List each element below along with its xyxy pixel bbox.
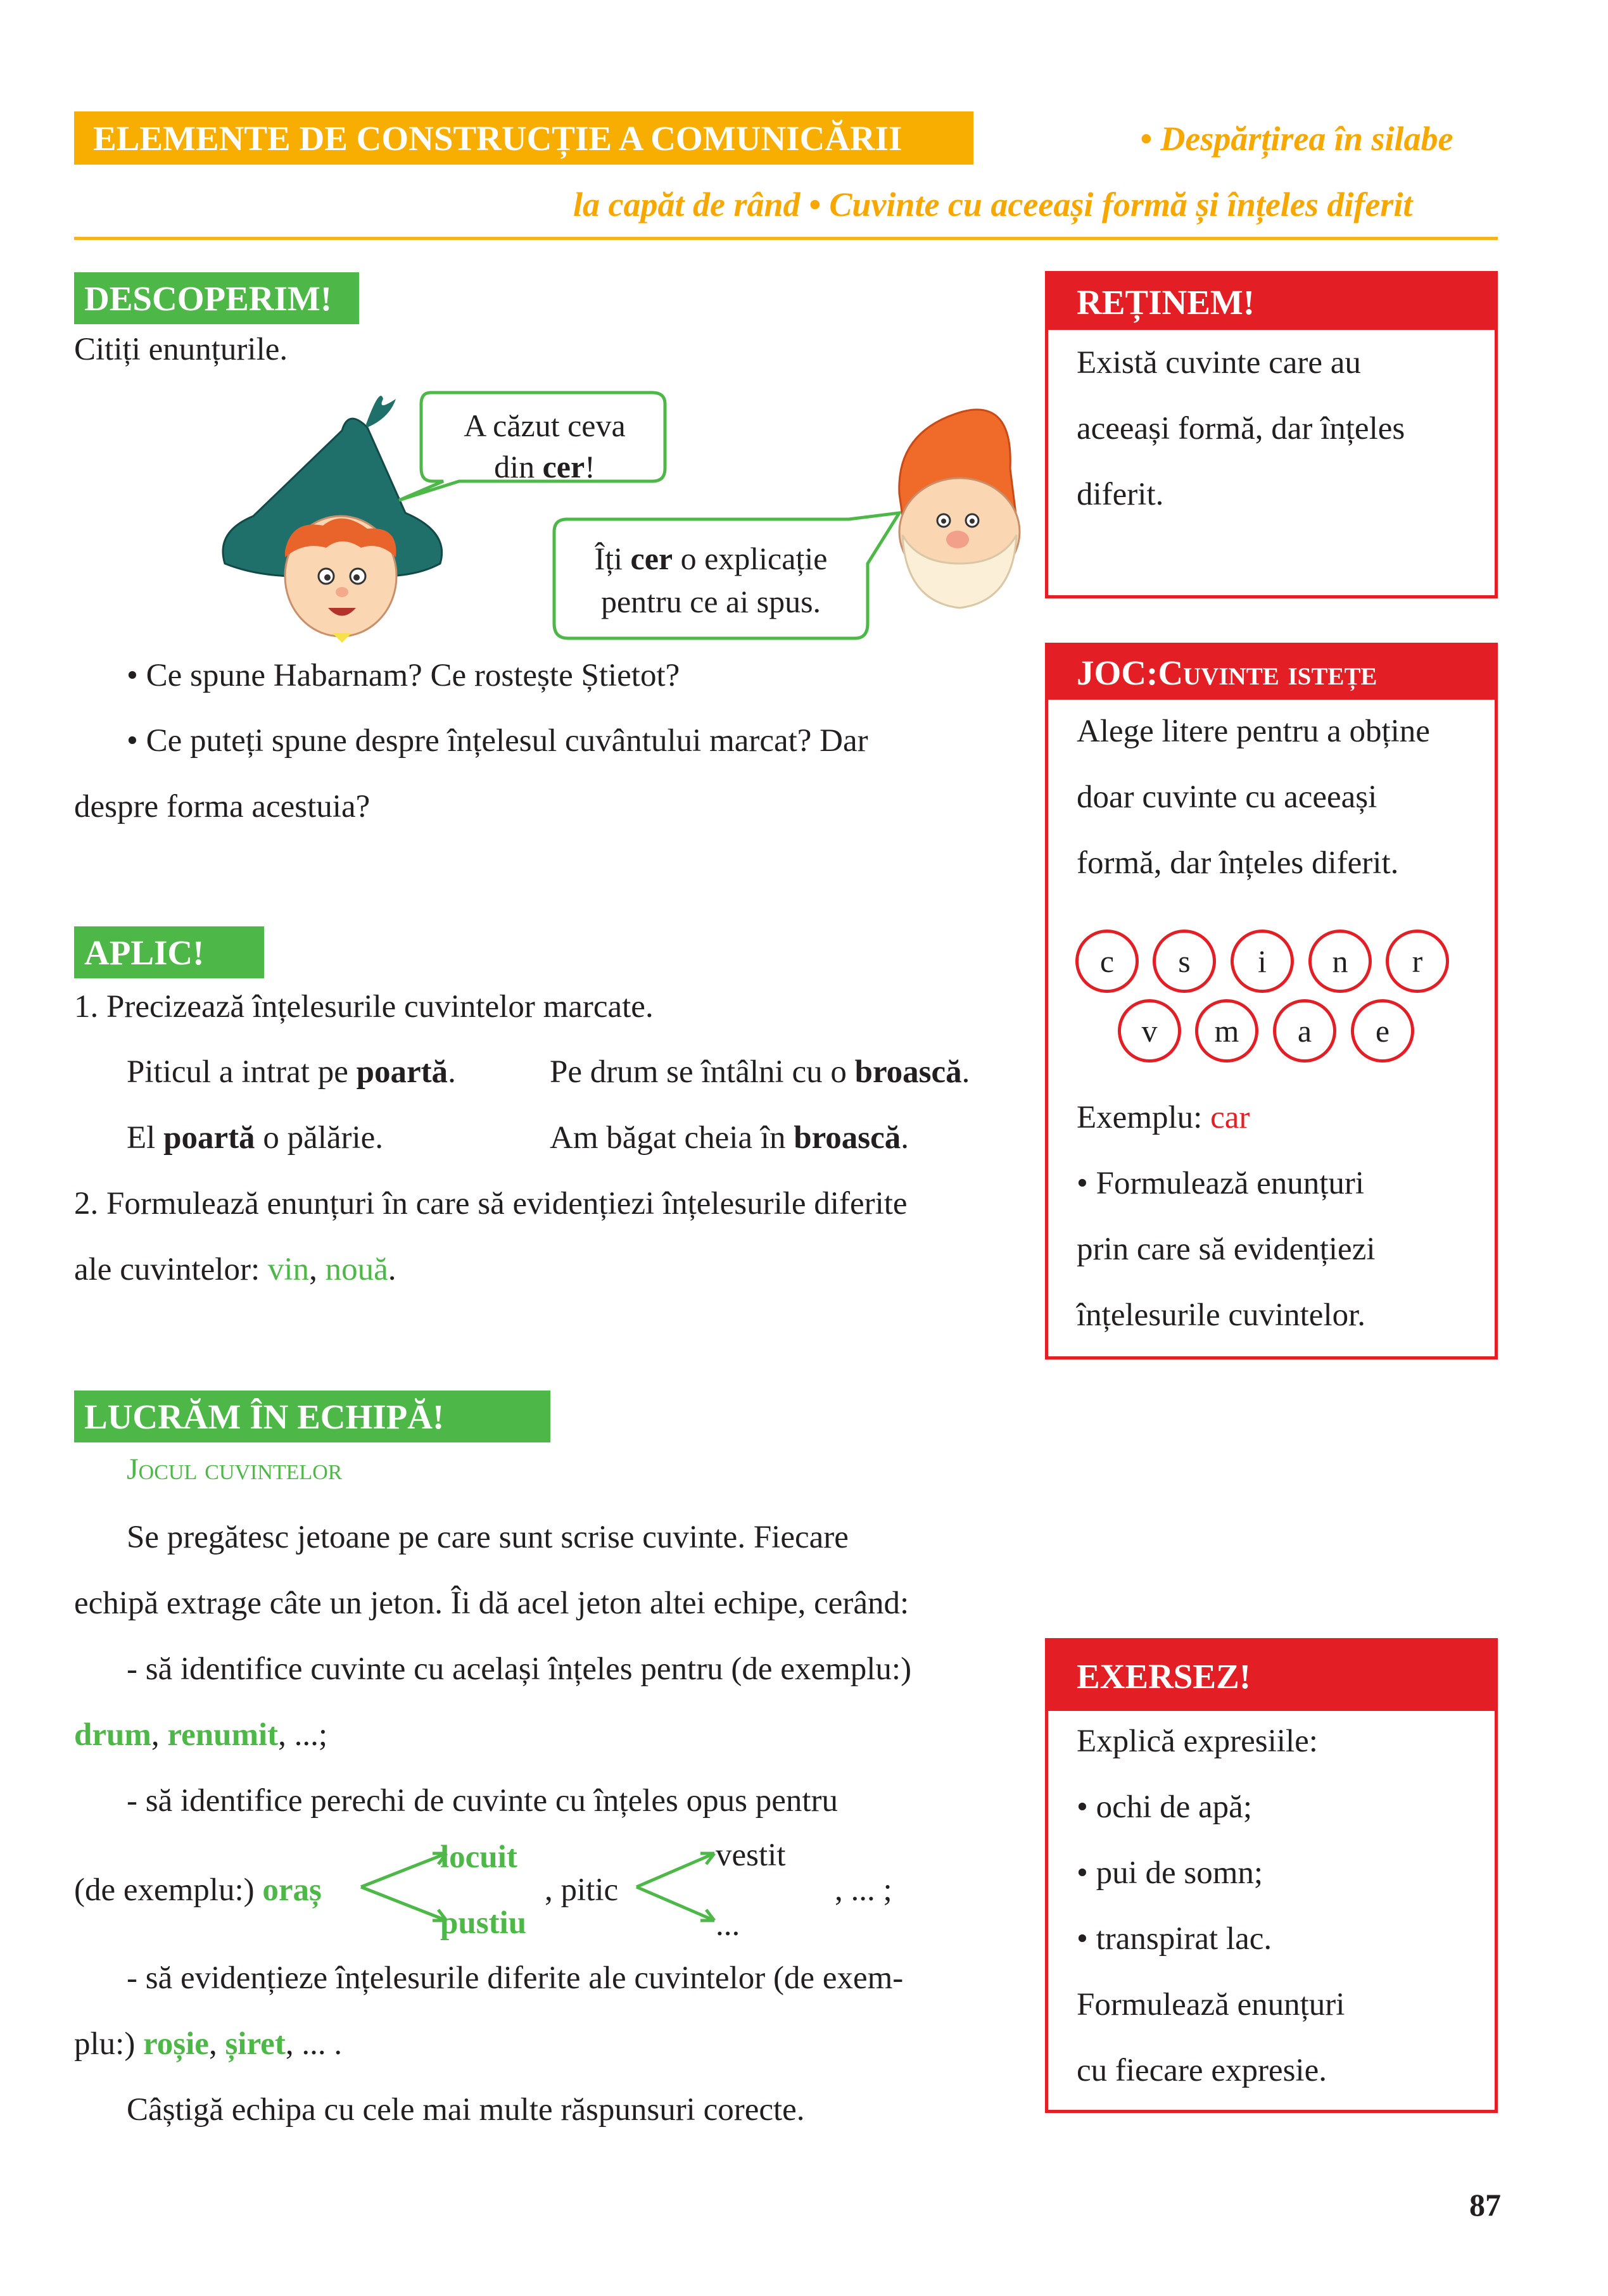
joc-task-3: înțelesurile cuvintelor. bbox=[1077, 1297, 1366, 1333]
exersez-line-3: • pui de somn; bbox=[1077, 1855, 1263, 1891]
letter-circle[interactable]: m bbox=[1195, 999, 1258, 1063]
aplic-sentence-2: Pe drum se întâlni cu o broască. bbox=[550, 1054, 970, 1090]
topic-line-1: • Despărțirea în silabe bbox=[1140, 120, 1453, 158]
rule-1-line1: - să identifice cuvinte cu același înțeles pentru (de exemplu:) bbox=[127, 1651, 912, 1687]
exersez-line-4: • transpirat lac. bbox=[1077, 1921, 1272, 1957]
joc-label: JOC: Cuvinte istețe bbox=[1048, 646, 1495, 700]
rule-2-word1-bottom: pustiu bbox=[440, 1905, 527, 1941]
letter-circle[interactable]: a bbox=[1273, 999, 1336, 1063]
exersez-line-1: Explică expresiile: bbox=[1077, 1724, 1318, 1759]
joc-line-1: Alege litere pentru a obține bbox=[1077, 714, 1430, 749]
rule-2-mid: , pitic bbox=[545, 1872, 619, 1908]
closing-line: Câștigă echipa cu cele mai multe răspunsuri corecte. bbox=[127, 2092, 805, 2128]
retinem-box bbox=[1045, 271, 1498, 598]
retinem-line-1: Există cuvinte care au bbox=[1077, 345, 1361, 381]
bubble1-line2: din cer! bbox=[494, 449, 595, 484]
letter-circle[interactable]: e bbox=[1351, 999, 1414, 1063]
bubble2-line1: Îți cer o explicație bbox=[594, 541, 828, 576]
rule-3-line1: - să evidențieze înțelesurile diferite ale cuvintelor (de exem- bbox=[127, 1960, 904, 1996]
letter-circle[interactable]: i bbox=[1231, 930, 1294, 993]
exersez-line-2: • ochi de apă; bbox=[1077, 1789, 1252, 1825]
lucram-label: LUCRĂM ÎN ECHIPĂ! bbox=[74, 1391, 550, 1442]
lucram-para-line2: echipă extrage câte un jeton. Îi dă acel jeton altei echipe, cerând: bbox=[74, 1586, 909, 1621]
question-1: • Ce spune Habarnam? Ce rostește Știetot? bbox=[127, 658, 680, 693]
retinem-line-3: diferit. bbox=[1077, 477, 1164, 512]
rule-3-line2: plu:) roșie, șiret, ... . bbox=[74, 2026, 343, 2062]
aplic-exercise-2-line1: 2. Formulează enunțuri în care să evidențiezi înțelesurile diferite bbox=[74, 1186, 908, 1221]
aplic-sentence-3: El poartă o pălărie. bbox=[127, 1120, 384, 1156]
rule-2-line1: - să identifice perechi de cuvinte cu înțeles opus pentru bbox=[127, 1783, 838, 1819]
rule-2-prefix: (de exemplu:) oraș bbox=[74, 1872, 322, 1908]
letter-circle[interactable]: v bbox=[1118, 999, 1181, 1063]
retinem-line-2: aceeași formă, dar înțeles bbox=[1077, 411, 1405, 446]
exersez-line-5: Formulează enunțuri bbox=[1077, 1987, 1345, 2022]
aplic-exercise-1: 1. Precizează înțelesurile cuvintelor marcate. bbox=[74, 989, 654, 1025]
letter-circle[interactable]: s bbox=[1153, 930, 1216, 993]
bubble1-line1: A căzut ceva bbox=[464, 408, 626, 443]
rule-2-word2-bottom: ... bbox=[716, 1907, 740, 1943]
branch-arrows-pitic-icon bbox=[633, 1839, 728, 1934]
letter-circle[interactable]: c bbox=[1075, 930, 1139, 993]
aplic-sentence-1: Piticul a intrat pe poartă. bbox=[127, 1054, 456, 1090]
page-number: 87 bbox=[1469, 2187, 1501, 2223]
descoperim-instruction: Citiți enunțurile. bbox=[74, 332, 288, 367]
retinem-label: REȚINEM! bbox=[1048, 274, 1495, 330]
joc-task-2: prin care să evidențiezi bbox=[1077, 1232, 1376, 1267]
aplic-exercise-2-line2: ale cuvintelor: vin, nouă. bbox=[74, 1252, 396, 1287]
letter-circle[interactable]: r bbox=[1386, 930, 1449, 993]
letter-circle[interactable]: n bbox=[1308, 930, 1372, 993]
joc-line-2: doar cuvinte cu aceeași bbox=[1077, 779, 1377, 815]
section-title: ELEMENTE DE CONSTRUCȚIE A COMUNICĂRII bbox=[74, 111, 973, 165]
topic-line-2: la capăt de rând • Cuvinte cu aceeași formă și înțeles diferit bbox=[573, 186, 1413, 224]
rule-2-word1-top: locuit bbox=[440, 1839, 517, 1875]
habarnam-character-icon bbox=[223, 396, 442, 643]
game-title: Jocul cuvintelor bbox=[127, 1453, 343, 1486]
joc-line-3: formă, dar înțeles diferit. bbox=[1077, 845, 1399, 881]
lucram-para-line1: Se pregătesc jetoane pe care sunt scrise cuvinte. Fiecare bbox=[127, 1520, 849, 1555]
exersez-label: EXERSEZ! bbox=[1048, 1641, 1495, 1711]
joc-box bbox=[1045, 643, 1498, 1359]
rule-2-end: , ... ; bbox=[835, 1872, 892, 1908]
joc-example: Exemplu: car bbox=[1077, 1100, 1250, 1135]
descoperim-label: DESCOPERIM! bbox=[74, 272, 359, 324]
joc-task-1: • Formulează enunțuri bbox=[1077, 1166, 1365, 1201]
stietot-character-icon bbox=[899, 410, 1020, 608]
exersez-box bbox=[1045, 1638, 1498, 2113]
rule-2-word2-top: vestit bbox=[716, 1838, 786, 1873]
rule-1-line2: drum, renumit, ...; bbox=[74, 1717, 327, 1753]
bubble2-line2: pentru ce ai spus. bbox=[600, 584, 821, 619]
aplic-sentence-4: Am băgat cheia în broască. bbox=[550, 1120, 909, 1156]
header-divider bbox=[74, 237, 1498, 240]
exersez-line-6: cu fiecare expresie. bbox=[1077, 2053, 1327, 2088]
question-2-line2: despre forma acestuia? bbox=[74, 789, 370, 824]
question-2-line1: • Ce puteți spune despre înțelesul cuvântului marcat? Dar bbox=[127, 723, 868, 759]
aplic-label: APLIC! bbox=[74, 926, 264, 978]
